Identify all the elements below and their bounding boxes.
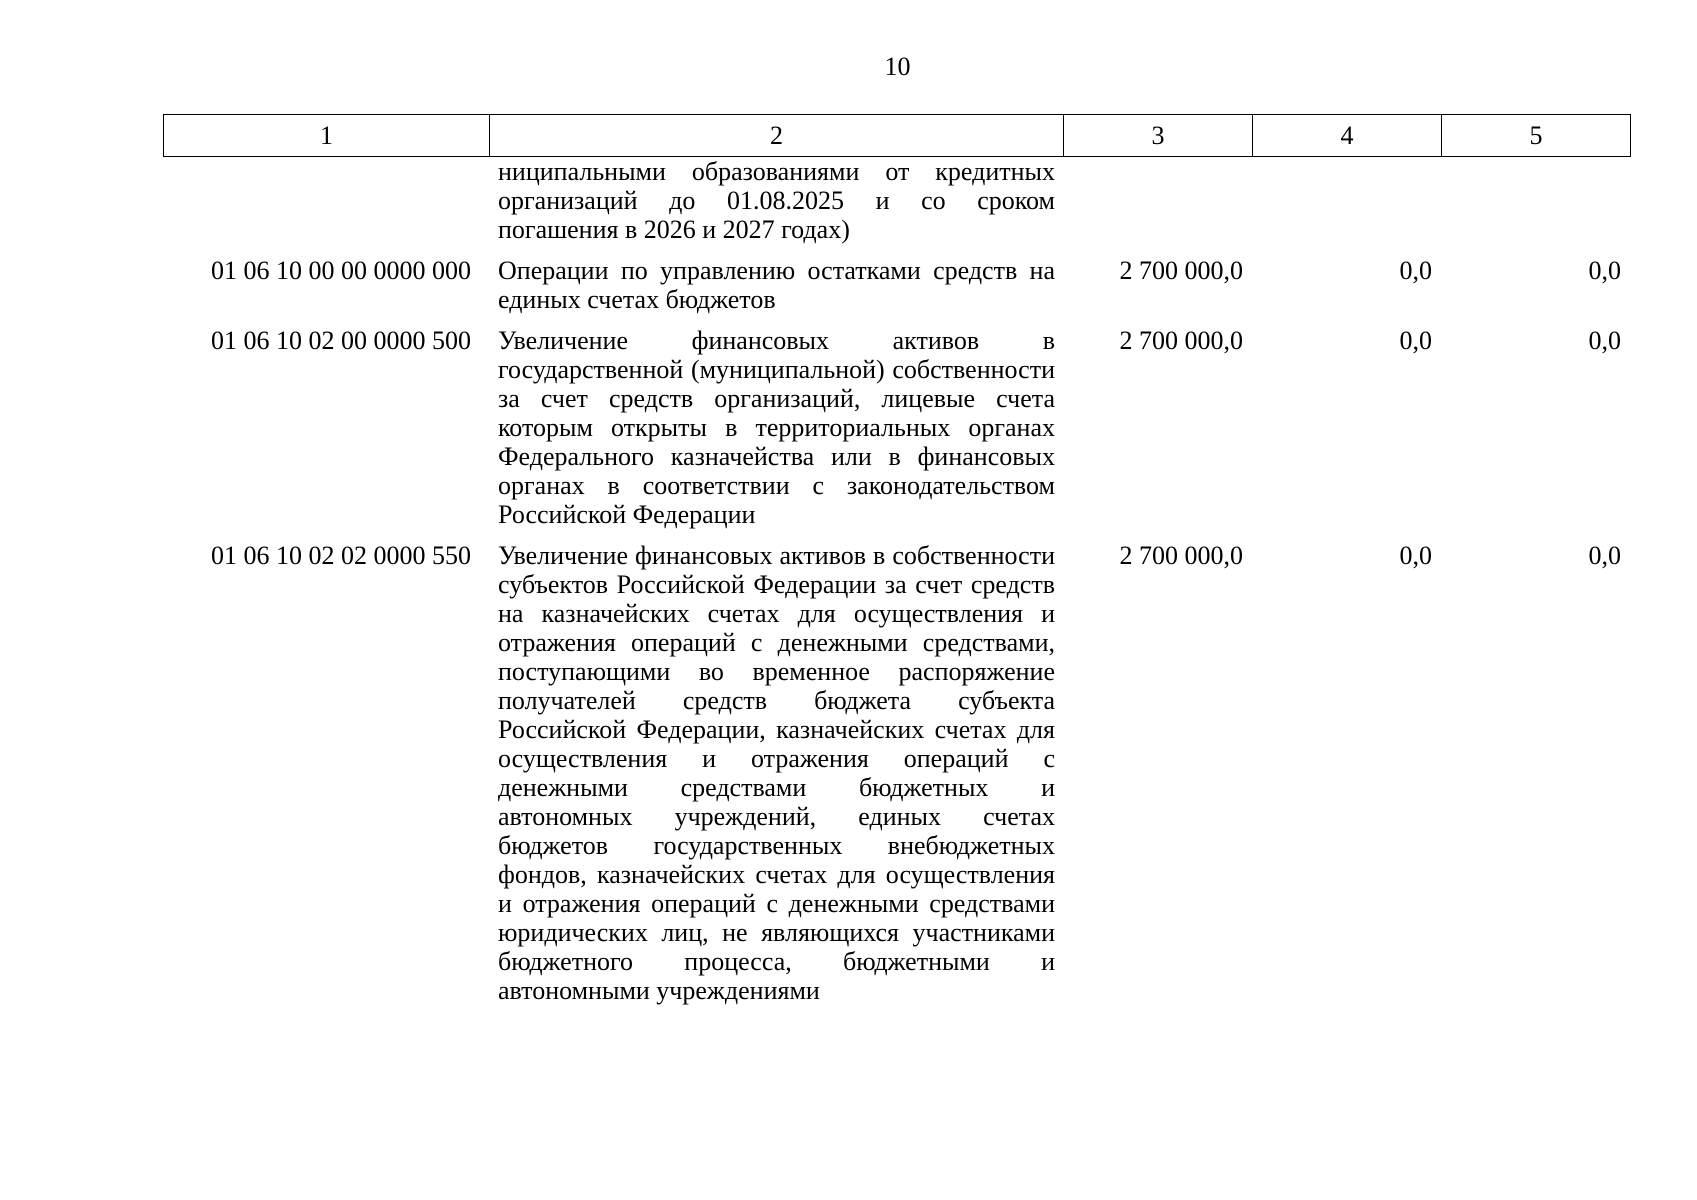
table-row <box>163 157 1630 244</box>
table-body <box>163 157 1630 1005</box>
table-row <box>163 529 1630 1005</box>
row-name <box>489 157 1063 244</box>
row-name-text: Операции по управлению остатками средств на единых счетах бюджетов <box>498 256 1055 314</box>
row-value-5 <box>1441 157 1630 244</box>
row-value-3: 2 700 000,0 <box>1119 256 1243 285</box>
page-number: 10 <box>884 52 911 81</box>
row-value-4: 0,0 <box>1399 541 1432 570</box>
row-value-5: 0,0 <box>1588 256 1621 285</box>
row-value-4: 0,0 <box>1399 326 1432 355</box>
row-code: 01 06 10 02 00 0000 500 <box>211 326 471 355</box>
row-name-text: ниципальными образованиями от кредитных организаций до 01.08.2025 и со сроком погашения в 2026 и 2027 годах) <box>498 157 1055 244</box>
row-name <box>489 314 1063 529</box>
row-code <box>163 157 489 244</box>
row-name-text: Увеличение финансовых активов в собственности субъектов Российской Федерации за счет средств на казначейских счетах для осуществления и отражения операций с денежными средствами, поступающими во временное распоряжение получателей средств бюджета субъекта Российской Федерации, казначейских счетах для осуществления и отражения операций с денежными средствами бюджетных и автономных учреждений, единых счетах бюджетов государственных внебюджетных фондов, казначейских счетах для осуществления и отражения операций с денежными средствами юридических лиц, не являющихся участниками бюджетного процесса, бюджетными и автономными учреждениями <box>498 541 1055 1005</box>
table-row <box>163 314 1630 529</box>
row-name-text: Увеличение финансовых активов в государственной (муниципальной) собственности за счет средств организаций, лицевые счета которым открыты в территориальных органах Федерального казначейства или в финансовых органах в соответствии с законодательством Российской Федерации <box>498 326 1055 529</box>
row-value-4 <box>1252 157 1441 244</box>
header-col-5: 5 <box>1442 115 1631 157</box>
header-col-4: 4 <box>1253 115 1442 157</box>
row-name <box>489 529 1063 1005</box>
header-col-2: 2 <box>490 115 1064 157</box>
header-col-3: 3 <box>1064 115 1253 157</box>
row-value-3 <box>1063 157 1252 244</box>
row-value-5: 0,0 <box>1588 326 1621 355</box>
header-col-1: 1 <box>164 115 490 157</box>
table-header <box>163 114 1631 157</box>
header-row <box>164 115 1631 157</box>
row-value-3: 2 700 000,0 <box>1119 326 1243 355</box>
table-row <box>163 244 1630 314</box>
row-value-5: 0,0 <box>1588 541 1621 570</box>
row-value-3: 2 700 000,0 <box>1119 541 1243 570</box>
row-value-4: 0,0 <box>1399 256 1432 285</box>
row-code: 01 06 10 02 02 0000 550 <box>211 541 471 570</box>
row-name <box>489 244 1063 314</box>
row-code: 01 06 10 00 00 0000 000 <box>211 256 471 285</box>
